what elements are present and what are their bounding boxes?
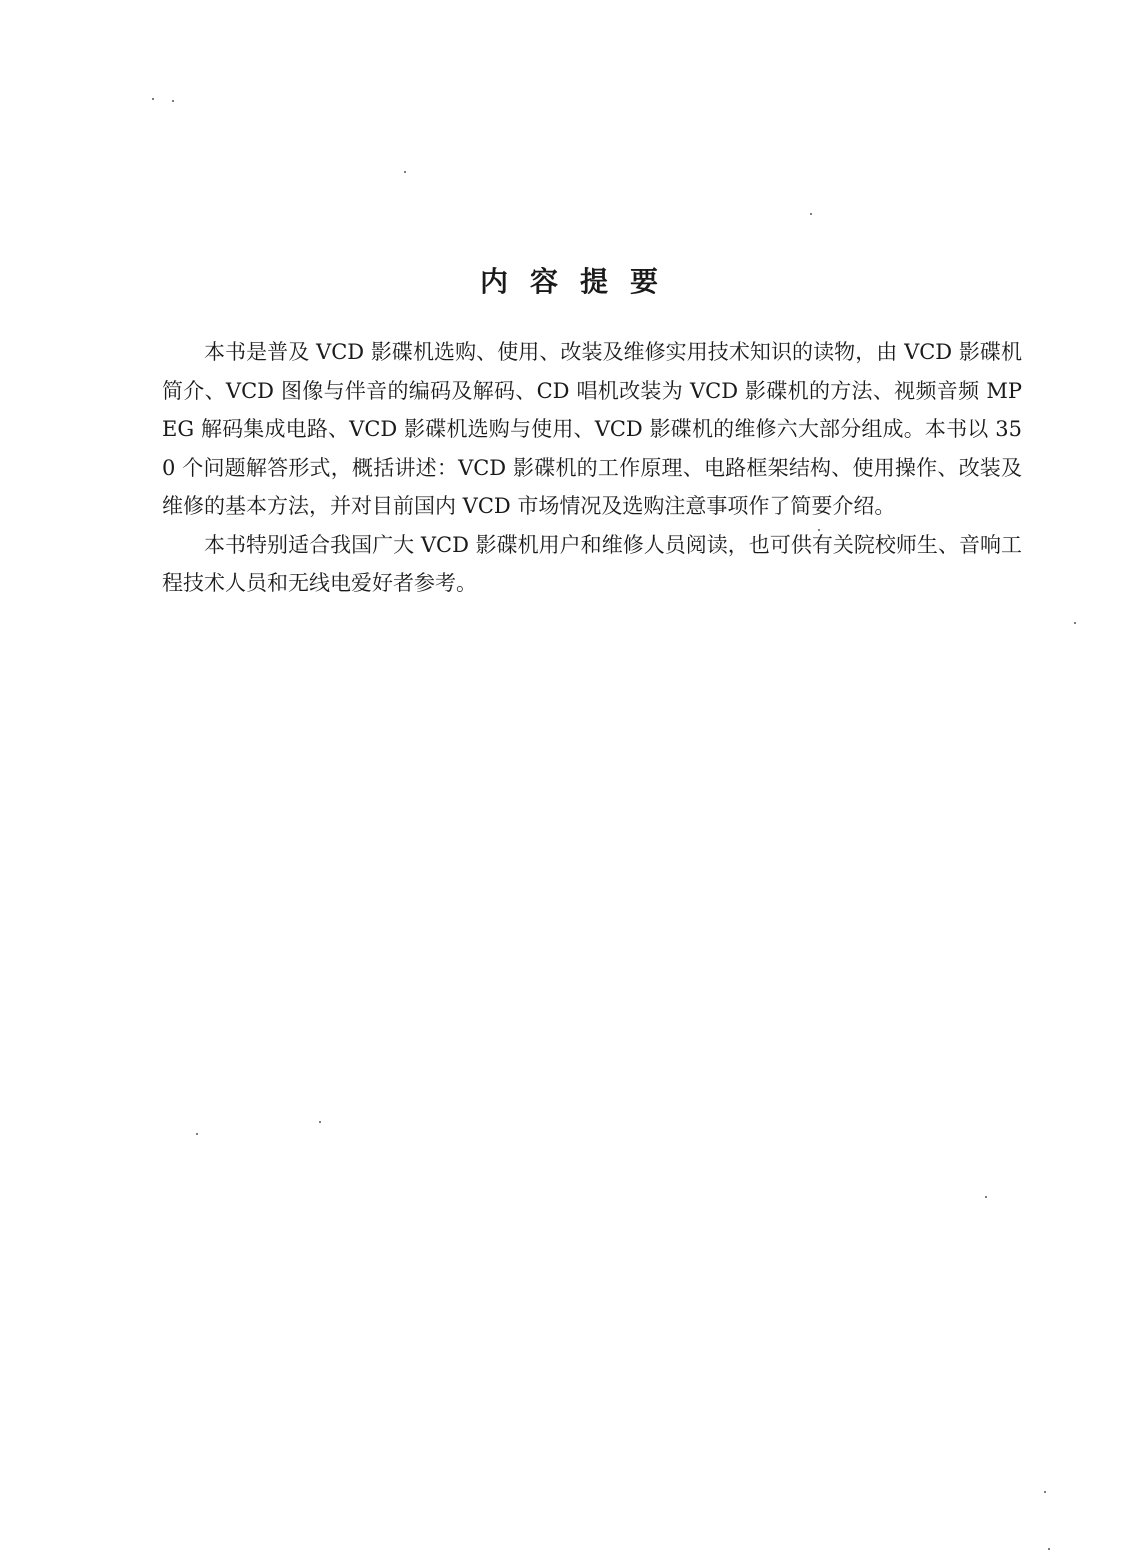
summary-paragraph-2: 本书特别适合我国广大 VCD 影碟机用户和维修人员阅读，也可供有关院校师生、音响工程技术人员和无线电爱好者参考。: [162, 532, 1022, 595]
scan-speck: [404, 171, 406, 173]
scan-speck: [152, 98, 154, 100]
page-title: 内容提要: [479, 265, 680, 298]
summary-paragraph-1: 本书是普及 VCD 影碟机选购、使用、改装及维修实用技术知识的读物，由 VCD 影碟机简介、VCD 图像与伴音的编码及解码、CD 唱机改装为 VCD 影碟机的方法、视频音频 MPEG 解码集成电路、VCD 影碟机选购与使用、VCD 影碟机的维修六大部分组成。本书以 350 个问题解答形式，概括讲述：VCD 影碟机的工作原理、电路框架结构、使用操作、改装及维修的基本方法，并对目前国内 VCD 市场情况及选购注意事项作了简要介绍。: [162, 340, 1022, 518]
summary-body: [162, 333, 1022, 603]
scan-speck: [985, 1196, 987, 1198]
scan-speck: [810, 213, 812, 215]
scan-speck: [1044, 1491, 1046, 1493]
scan-speck: [196, 1133, 198, 1135]
scan-speck: [1048, 1548, 1050, 1550]
scan-speck: [172, 100, 174, 102]
scan-speck: [818, 529, 820, 531]
scan-speck: [319, 1121, 321, 1123]
scan-speck: [1074, 622, 1076, 624]
